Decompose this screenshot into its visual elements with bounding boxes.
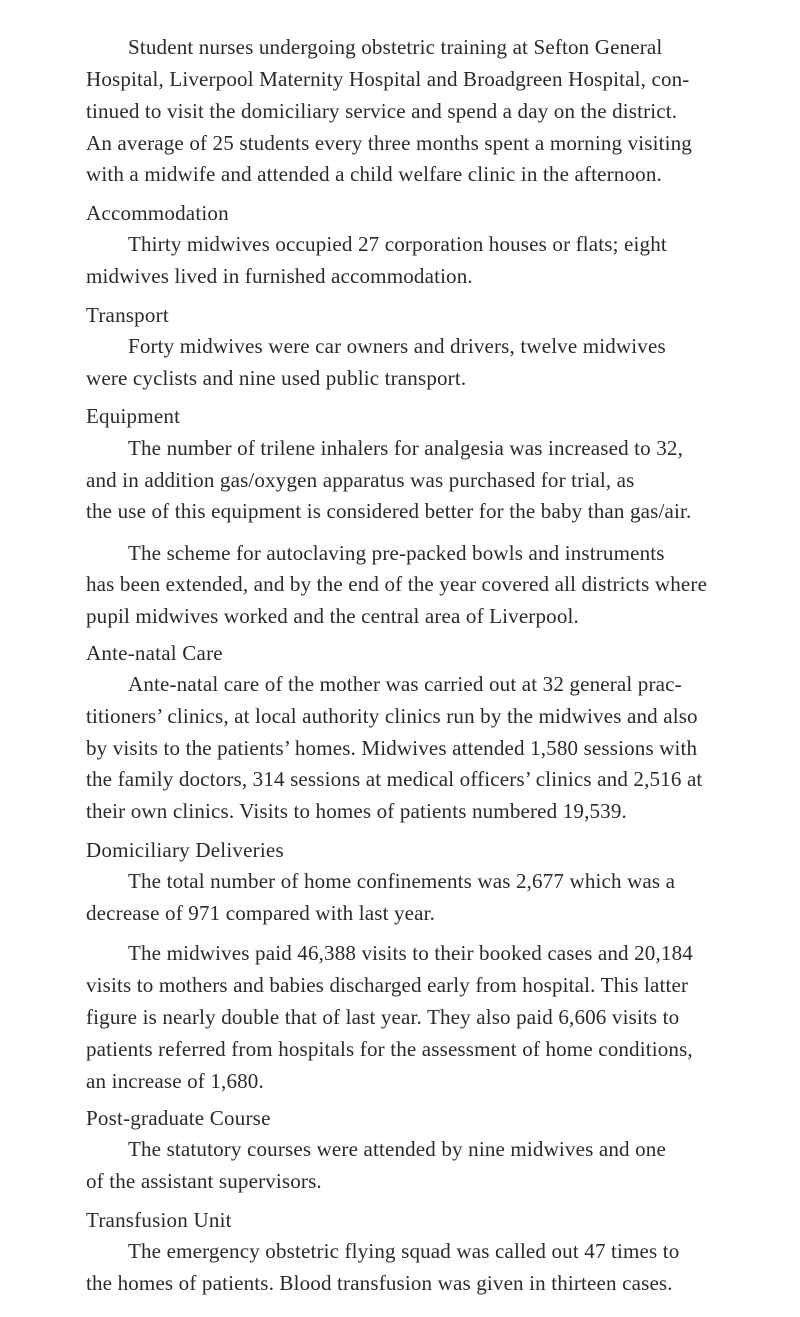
text-line: Thirty midwives occupied 27 corporation houses or flats; eight	[128, 231, 667, 256]
text-line: Ante-natal care of the mother was carried out at 32 general prac-	[128, 671, 682, 696]
text-line: The number of trilene inhalers for analgesia was increased to 32,	[128, 435, 684, 460]
text-line: of the assistant supervisors.	[86, 1169, 322, 1194]
text-line: decrease of 971 compared with last year.	[86, 900, 436, 925]
deliveries-paragraph-1	[86, 866, 746, 930]
text-line: the use of this equipment is considered better for the baby than gas/air.	[86, 499, 692, 524]
text-line: Hospital, Liverpool Maternity Hospital and Broadgreen Hospital, con-	[86, 66, 690, 91]
section-heading-antenatal: Ante-natal Care	[86, 640, 223, 665]
text-line: visits to mothers and babies discharged early from hospital. This latter	[86, 973, 689, 998]
text-line: midwives lived in furnished accommodation.	[86, 263, 473, 288]
text-line: and in addition gas/oxygen apparatus was purchased for trial, as	[86, 467, 635, 492]
text-line: the family doctors, 314 sessions at medical officers’ clinics and 2,516 at	[86, 767, 703, 792]
section-heading-transport: Transport	[86, 302, 169, 327]
section-heading-equipment: Equipment	[86, 404, 181, 429]
text-line: the homes of patients. Blood transfusion was given in thirteen cases.	[86, 1271, 673, 1296]
equipment-paragraph-2	[86, 538, 746, 634]
text-line: were cyclists and nine used public transport.	[86, 365, 467, 390]
text-line: patients referred from hospitals for the assessment of home conditions,	[86, 1036, 693, 1061]
deliveries-paragraph-2	[86, 938, 746, 1097]
postgraduate-paragraph	[86, 1134, 746, 1198]
text-line: with a midwife and attended a child welfare clinic in the afternoon.	[86, 162, 662, 187]
equipment-paragraph-1	[86, 433, 746, 529]
text-line: Forty midwives were car owners and drivers, twelve midwives	[128, 333, 666, 358]
text-line: The statutory courses were attended by nine midwives and one	[128, 1137, 666, 1162]
text-line: an increase of 1,680.	[86, 1068, 264, 1093]
text-line: The total number of home confinements was 2,677 which was a	[128, 868, 676, 893]
text-line: pupil midwives worked and the central area of Liverpool.	[86, 604, 579, 629]
text-line: their own clinics. Visits to homes of patients numbered 19,539.	[86, 799, 627, 824]
text-line: The midwives paid 46,388 visits to their booked cases and 20,184	[128, 941, 693, 966]
text-line: by visits to the patients’ homes. Midwives attended 1,580 sessions with	[86, 735, 698, 760]
text-line: titioners’ clinics, at local authority clinics run by the midwives and also	[86, 703, 698, 728]
section-heading-postgraduate: Post-graduate Course	[86, 1106, 271, 1131]
text-line: The scheme for autoclaving pre-packed bowls and instruments	[128, 540, 665, 565]
text-line: An average of 25 students every three months spent a morning visiting	[86, 130, 692, 155]
transfusion-paragraph	[86, 1236, 746, 1300]
text-line: Student nurses undergoing obstetric training at Sefton General	[128, 35, 663, 59]
section-heading-accommodation: Accommodation	[86, 200, 229, 225]
text-line: has been extended, and by the end of the year covered all districts where	[86, 572, 708, 597]
antenatal-paragraph	[86, 669, 746, 828]
section-heading-transfusion: Transfusion Unit	[86, 1207, 232, 1232]
section-heading-deliveries: Domiciliary Deliveries	[86, 837, 284, 862]
text-line: figure is nearly double that of last year. They also paid 6,606 visits to	[86, 1005, 680, 1030]
intro-paragraph	[86, 32, 746, 191]
accommodation-paragraph	[86, 229, 746, 293]
text-line: tinued to visit the domiciliary service and spend a day on the district.	[86, 98, 678, 123]
text-line: The emergency obstetric flying squad was called out 47 times to	[128, 1239, 680, 1264]
transport-paragraph	[86, 331, 746, 395]
